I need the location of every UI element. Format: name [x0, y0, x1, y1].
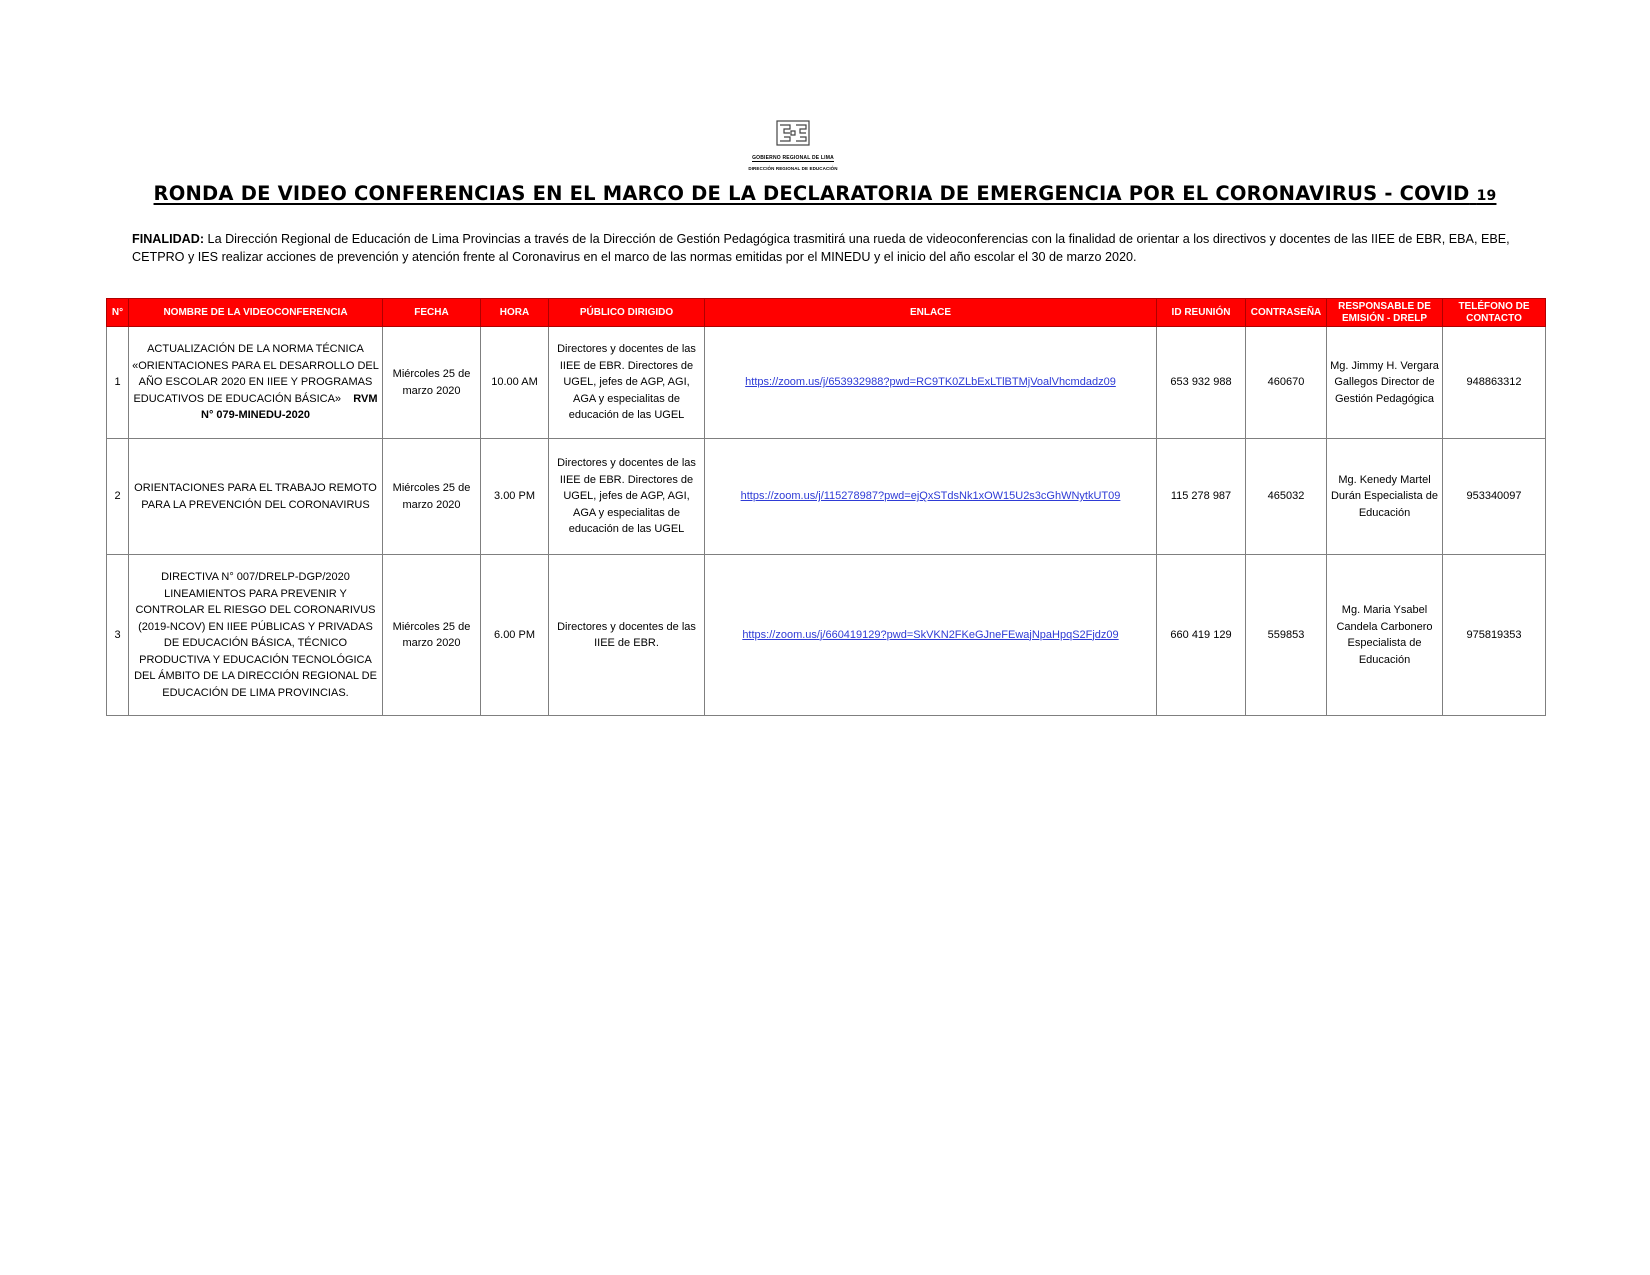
finalidad-label: FINALIDAD:: [132, 232, 205, 246]
col-header-hora: HORA: [481, 299, 549, 327]
cell-enlace: [705, 555, 1157, 716]
page-title: [0, 182, 1650, 205]
finalidad-text: La Dirección Regional de Educación de Lima Provincias a través de la Dirección de Gestión Pedagógica trasmitirá una rueda de videoconferencias con la finalidad de orientar a los directivos y docentes de las IIEE de EBR, EBA, EBE, CETPRO y IES realizar acciones de prevención y atención frente al Coronavirus en el marco de las normas emitidas por el MINEDU y el inicio del año escolar el 30 de marzo 2020.: [132, 232, 1510, 264]
cell-telefono: 948863312: [1443, 327, 1546, 439]
cell-n: 2: [107, 439, 129, 555]
col-header-telefono: TELÉFONO DE CONTACTO: [1443, 299, 1546, 327]
cell-contrasena: 465032: [1246, 439, 1327, 555]
cell-id-reunion: 660 419 129: [1157, 555, 1246, 716]
col-header-nombre: NOMBRE DE LA VIDEOCONFERENCIA: [129, 299, 383, 327]
table-row: [107, 327, 1546, 439]
cell-telefono: 975819353: [1443, 555, 1546, 716]
col-header-id: ID REUNIÓN: [1157, 299, 1246, 327]
col-header-responsable: RESPONSABLE DE EMISIÓN - DRELP: [1327, 299, 1443, 327]
logo-emblem-icon: [776, 120, 810, 146]
institution-logo: [748, 120, 838, 171]
cell-enlace: [705, 439, 1157, 555]
cell-contrasena: 559853: [1246, 555, 1327, 716]
nombre-bold: RVM N° 079-MINEDU-2020: [201, 392, 378, 422]
col-header-fecha: FECHA: [383, 299, 481, 327]
cell-hora: 6.00 PM: [481, 555, 549, 716]
cell-id-reunion: 653 932 988: [1157, 327, 1246, 439]
videoconference-table: [106, 298, 1546, 716]
cell-responsable: Mg. Jimmy H. Vergara Gallegos Director de Gestión Pedagógica: [1327, 327, 1443, 439]
cell-responsable: Mg. Kenedy Martel Durán Especialista de Educación: [1327, 439, 1443, 555]
cell-nombre: [129, 327, 383, 439]
title-suffix: 19: [1476, 188, 1497, 204]
table-row: [107, 555, 1546, 716]
col-header-enlace: ENLACE: [705, 299, 1157, 327]
finalidad-paragraph: [132, 231, 1532, 266]
col-header-contrasena: CONTRASEÑA: [1246, 299, 1327, 327]
cell-n: 3: [107, 555, 129, 716]
table-row: [107, 439, 1546, 555]
cell-fecha: Miércoles 25 de marzo 2020: [383, 555, 481, 716]
cell-id-reunion: 115 278 987: [1157, 439, 1246, 555]
zoom-link[interactable]: https://zoom.us/j/115278987?pwd=ejQxSTdsNk1xOW15U2s3cGhWNytkUT09: [740, 490, 1121, 503]
cell-nombre: ORIENTACIONES PARA EL TRABAJO REMOTO PARA LA PREVENCIÓN DEL CORONAVIRUS: [129, 439, 383, 555]
col-header-n: N°: [107, 299, 129, 327]
col-header-publico: PÚBLICO DIRIGIDO: [549, 299, 705, 327]
cell-hora: 3.00 PM: [481, 439, 549, 555]
zoom-link[interactable]: https://zoom.us/j/653932988?pwd=RC9TK0ZLbExLTlBTMjVoalVhcmdadz09: [745, 376, 1116, 389]
cell-enlace: [705, 327, 1157, 439]
cell-publico: Directores y docentes de las IIEE de EBR.: [549, 555, 705, 716]
nombre-text: ACTUALIZACIÓN DE LA NORMA TÉCNICA «ORIENTACIONES PARA EL DESARROLLO DEL AÑO ESCOLAR 2020 EN IIEE Y PROGRAMAS EDUCATIVOS DE EDUCACIÓN BÁSICA»: [132, 343, 379, 405]
cell-nombre: DIRECTIVA N° 007/DRELP-DGP/2020 LINEAMIENTOS PARA PREVENIR Y CONTROLAR EL RIESGO DEL CORONARIVUS (2019-NCOV) EN IIEE PÚBLICAS Y PRIVADAS DE EDUCACIÓN BÁSICA, TÉCNICO PRODUCTIVA Y EDUCACIÓN TECNOLÓGICA DEL ÁMBITO DE LA DIRECCIÓN REGIONAL DE EDUCACIÓN DE LIMA PROVINCIAS.: [129, 555, 383, 716]
zoom-link[interactable]: https://zoom.us/j/660419129?pwd=SkVKN2FKeGJneFEwajNpaHpqS2Fjdz09: [742, 628, 1119, 641]
title-text: RONDA DE VIDEO CONFERENCIAS EN EL MARCO DE LA DECLARATORIA DE EMERGENCIA POR EL CORONAVIRUS - COVID: [153, 182, 1470, 205]
cell-fecha: Miércoles 25 de marzo 2020: [383, 439, 481, 555]
logo-line-1: GOBIERNO REGIONAL DE LIMA: [752, 155, 834, 161]
cell-publico: Directores y docentes de las IIEE de EBR. Directores de UGEL, jefes de AGP, AGI, AGA y especialitas de educación de las UGEL: [549, 327, 705, 439]
cell-telefono: 953340097: [1443, 439, 1546, 555]
table-header-row: [107, 299, 1546, 327]
cell-n: 1: [107, 327, 129, 439]
cell-contrasena: 460670: [1246, 327, 1327, 439]
cell-responsable: Mg. Maria Ysabel Candela Carbonero Especialista de Educación: [1327, 555, 1443, 716]
cell-fecha: Miércoles 25 de marzo 2020: [383, 327, 481, 439]
cell-publico: Directores y docentes de las IIEE de EBR. Directores de UGEL, jefes de AGP, AGI, AGA y especialitas de educación de las UGEL: [549, 439, 705, 555]
logo-line-2: DIRECCIÓN REGIONAL DE EDUCACIÓN: [748, 166, 838, 171]
cell-hora: 10.00 AM: [481, 327, 549, 439]
